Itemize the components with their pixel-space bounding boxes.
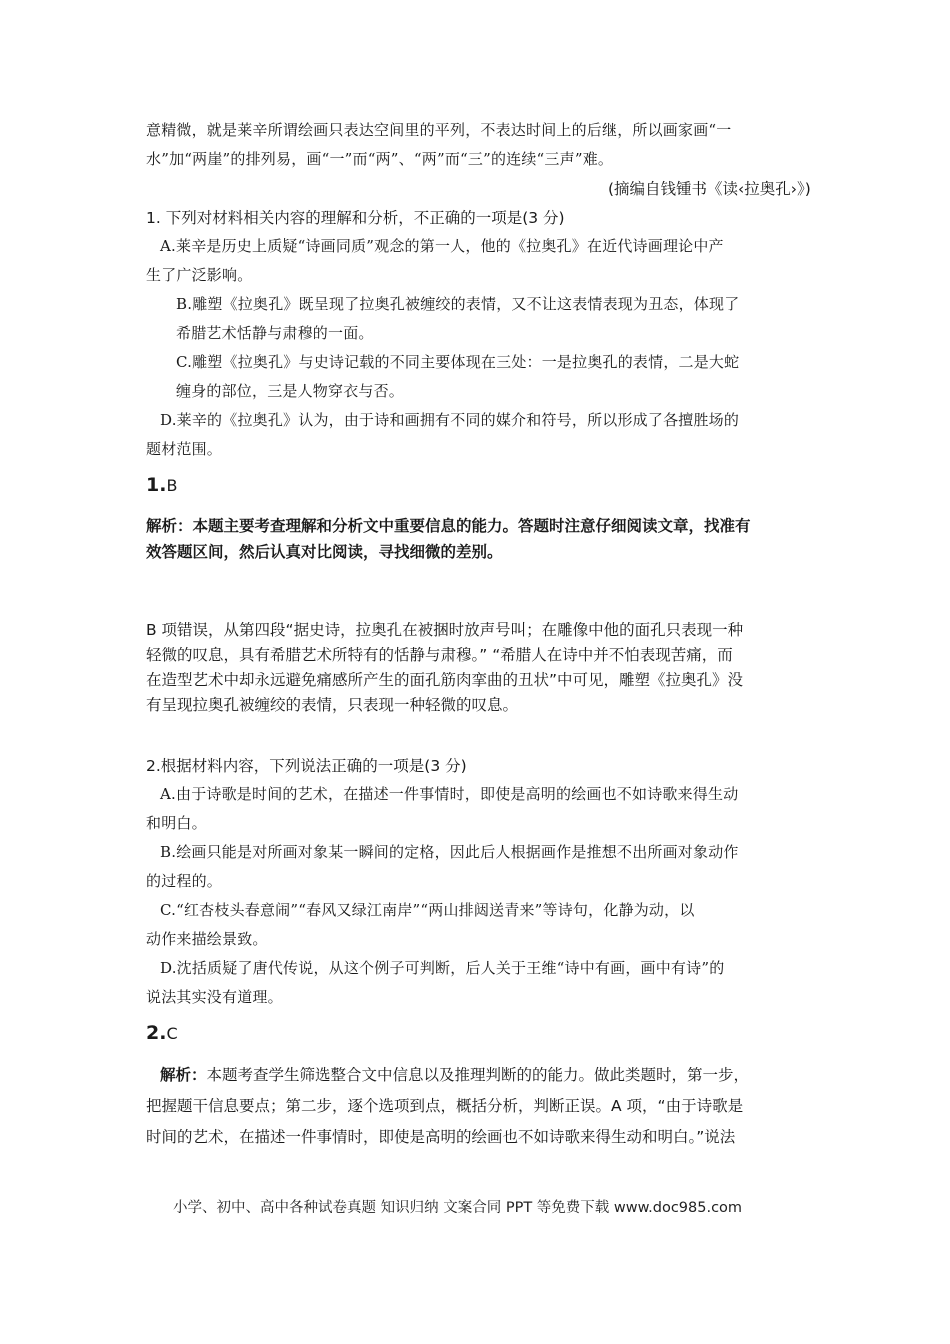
answer-2-letter: C	[166, 1024, 178, 1043]
q1-option-b-line2: 希腊艺术恬静与肃穆的一面。	[176, 324, 374, 342]
answer-1-analysis-line3: 在造型艺术中却永远避免痛感所产生的面孔筋肉挛曲的丑状”中可见，雕塑《拉奥孔》没	[146, 671, 744, 689]
answer-2-number: 2.	[146, 1022, 167, 1044]
page-footer: 小学、初中、高中各种试卷真题 知识归纳 文案合同 PPT 等免费下载 www.doc985.com	[173, 1200, 743, 1216]
answer-1-analysis-line4: 有呈现拉奥孔被缠绞的表情，只表现一种轻微的叹息。	[146, 696, 519, 714]
q2-option-d-line2: 说法其实没有道理。	[146, 988, 283, 1006]
q1-stem: 1. 下列对材料相关内容的理解和分析，不正确的一项是(3 分)	[146, 209, 565, 227]
q1-option-c-line1: C.雕塑《拉奥孔》与史诗记载的不同主要体现在三处：一是拉奥孔的表情，二是大蛇	[176, 353, 740, 371]
q1-option-a-line2: 生了广泛影响。	[146, 266, 253, 284]
answer-2-explanation-line1	[160, 1063, 749, 1085]
answer-1-heading	[146, 474, 177, 496]
q2-option-b-line2: 的过程的。	[146, 872, 223, 890]
q1-option-a-line1: A.莱辛是历史上质疑“诗画同质”观念的第一人，他的《拉奥孔》在近代诗画理论中产	[160, 237, 724, 255]
answer-1-number: 1.	[146, 474, 167, 496]
q2-stem: 2.根据材料内容，下列说法正确的一项是(3 分)	[146, 757, 467, 775]
q2-option-a-line2: 和明白。	[146, 814, 207, 832]
q1-option-d-line2: 题材范围。	[146, 440, 223, 458]
intro-source: (摘编自钱锺书《读‹拉奥孔›》)	[608, 180, 811, 198]
intro-line-2: 水”加“两崖”的排列易，画“一”而“两”、“两”而“三”的连续“三声”难。	[146, 150, 614, 168]
answer-1-explanation-line2: 效答题区间，然后认真对比阅读，寻找细微的差别。	[146, 543, 503, 561]
answer-2-analysis-label: 解析：	[160, 1066, 207, 1084]
answer-1-letter: B	[166, 476, 178, 495]
intro-line-1: 意精微，就是莱辛所谓绘画只表达空间里的平列，不表达时间上的后继，所以画家画“一	[146, 121, 732, 139]
q2-option-d-line1: D.沈括质疑了唐代传说，从这个例子可判断，后人关于王维“诗中有画，画中有诗”的	[160, 959, 725, 977]
answer-2-heading	[146, 1022, 178, 1044]
answer-1-explanation-line1: 解析：本题主要考查理解和分析文中重要信息的能力。答题时注意仔细阅读文章，找准有	[146, 517, 751, 535]
q2-option-c-line1: C.“红杏枝头春意闹”“春风又绿江南岸”“两山排闼送青来”等诗句，化静为动，以	[160, 901, 695, 919]
q1-option-c-line2: 缠身的部位，三是人物穿衣与否。	[176, 382, 405, 400]
answer-1-analysis-line1: B 项错误，从第四段“据史诗，拉奥孔在被捆时放声号叫；在雕像中他的面孔只表现一种	[146, 621, 744, 639]
answer-2-analysis-text-1: 本题考查学生筛选整合文中信息以及推理判断的的能力。做此类题时，第一步，	[206, 1066, 750, 1084]
answer-2-explanation-line3: 时间的艺术，在描述一件事情时，即使是高明的绘画也不如诗歌来得生动和明白。”说法	[146, 1128, 736, 1146]
q2-option-b-line1: B.绘画只能是对所画对象某一瞬间的定格，因此后人根据画作是推想不出所画对象动作	[160, 843, 739, 861]
answer-2-explanation-line2: 把握题干信息要点；第二步，逐个选项到点，概括分析，判断正误。A 项，“由于诗歌是	[146, 1097, 744, 1115]
answer-1-analysis-line2: 轻微的叹息，具有希腊艺术所特有的恬静与肃穆。” “希腊人在诗中并不怕表现苦痛，而	[146, 646, 733, 664]
q2-option-a-line1: A.由于诗歌是时间的艺术，在描述一件事情时，即使是高明的绘画也不如诗歌来得生动	[160, 785, 739, 803]
q1-option-d-line1: D.莱辛的《拉奥孔》认为，由于诗和画拥有不同的媒介和符号，所以形成了各擅胜场的	[160, 411, 740, 429]
q2-option-c-line2: 动作来描绘景致。	[146, 930, 268, 948]
q1-option-b-line1: B.雕塑《拉奥孔》既呈现了拉奥孔被缠绞的表情，又不让这表情表现为丑态，体现了	[176, 295, 740, 313]
